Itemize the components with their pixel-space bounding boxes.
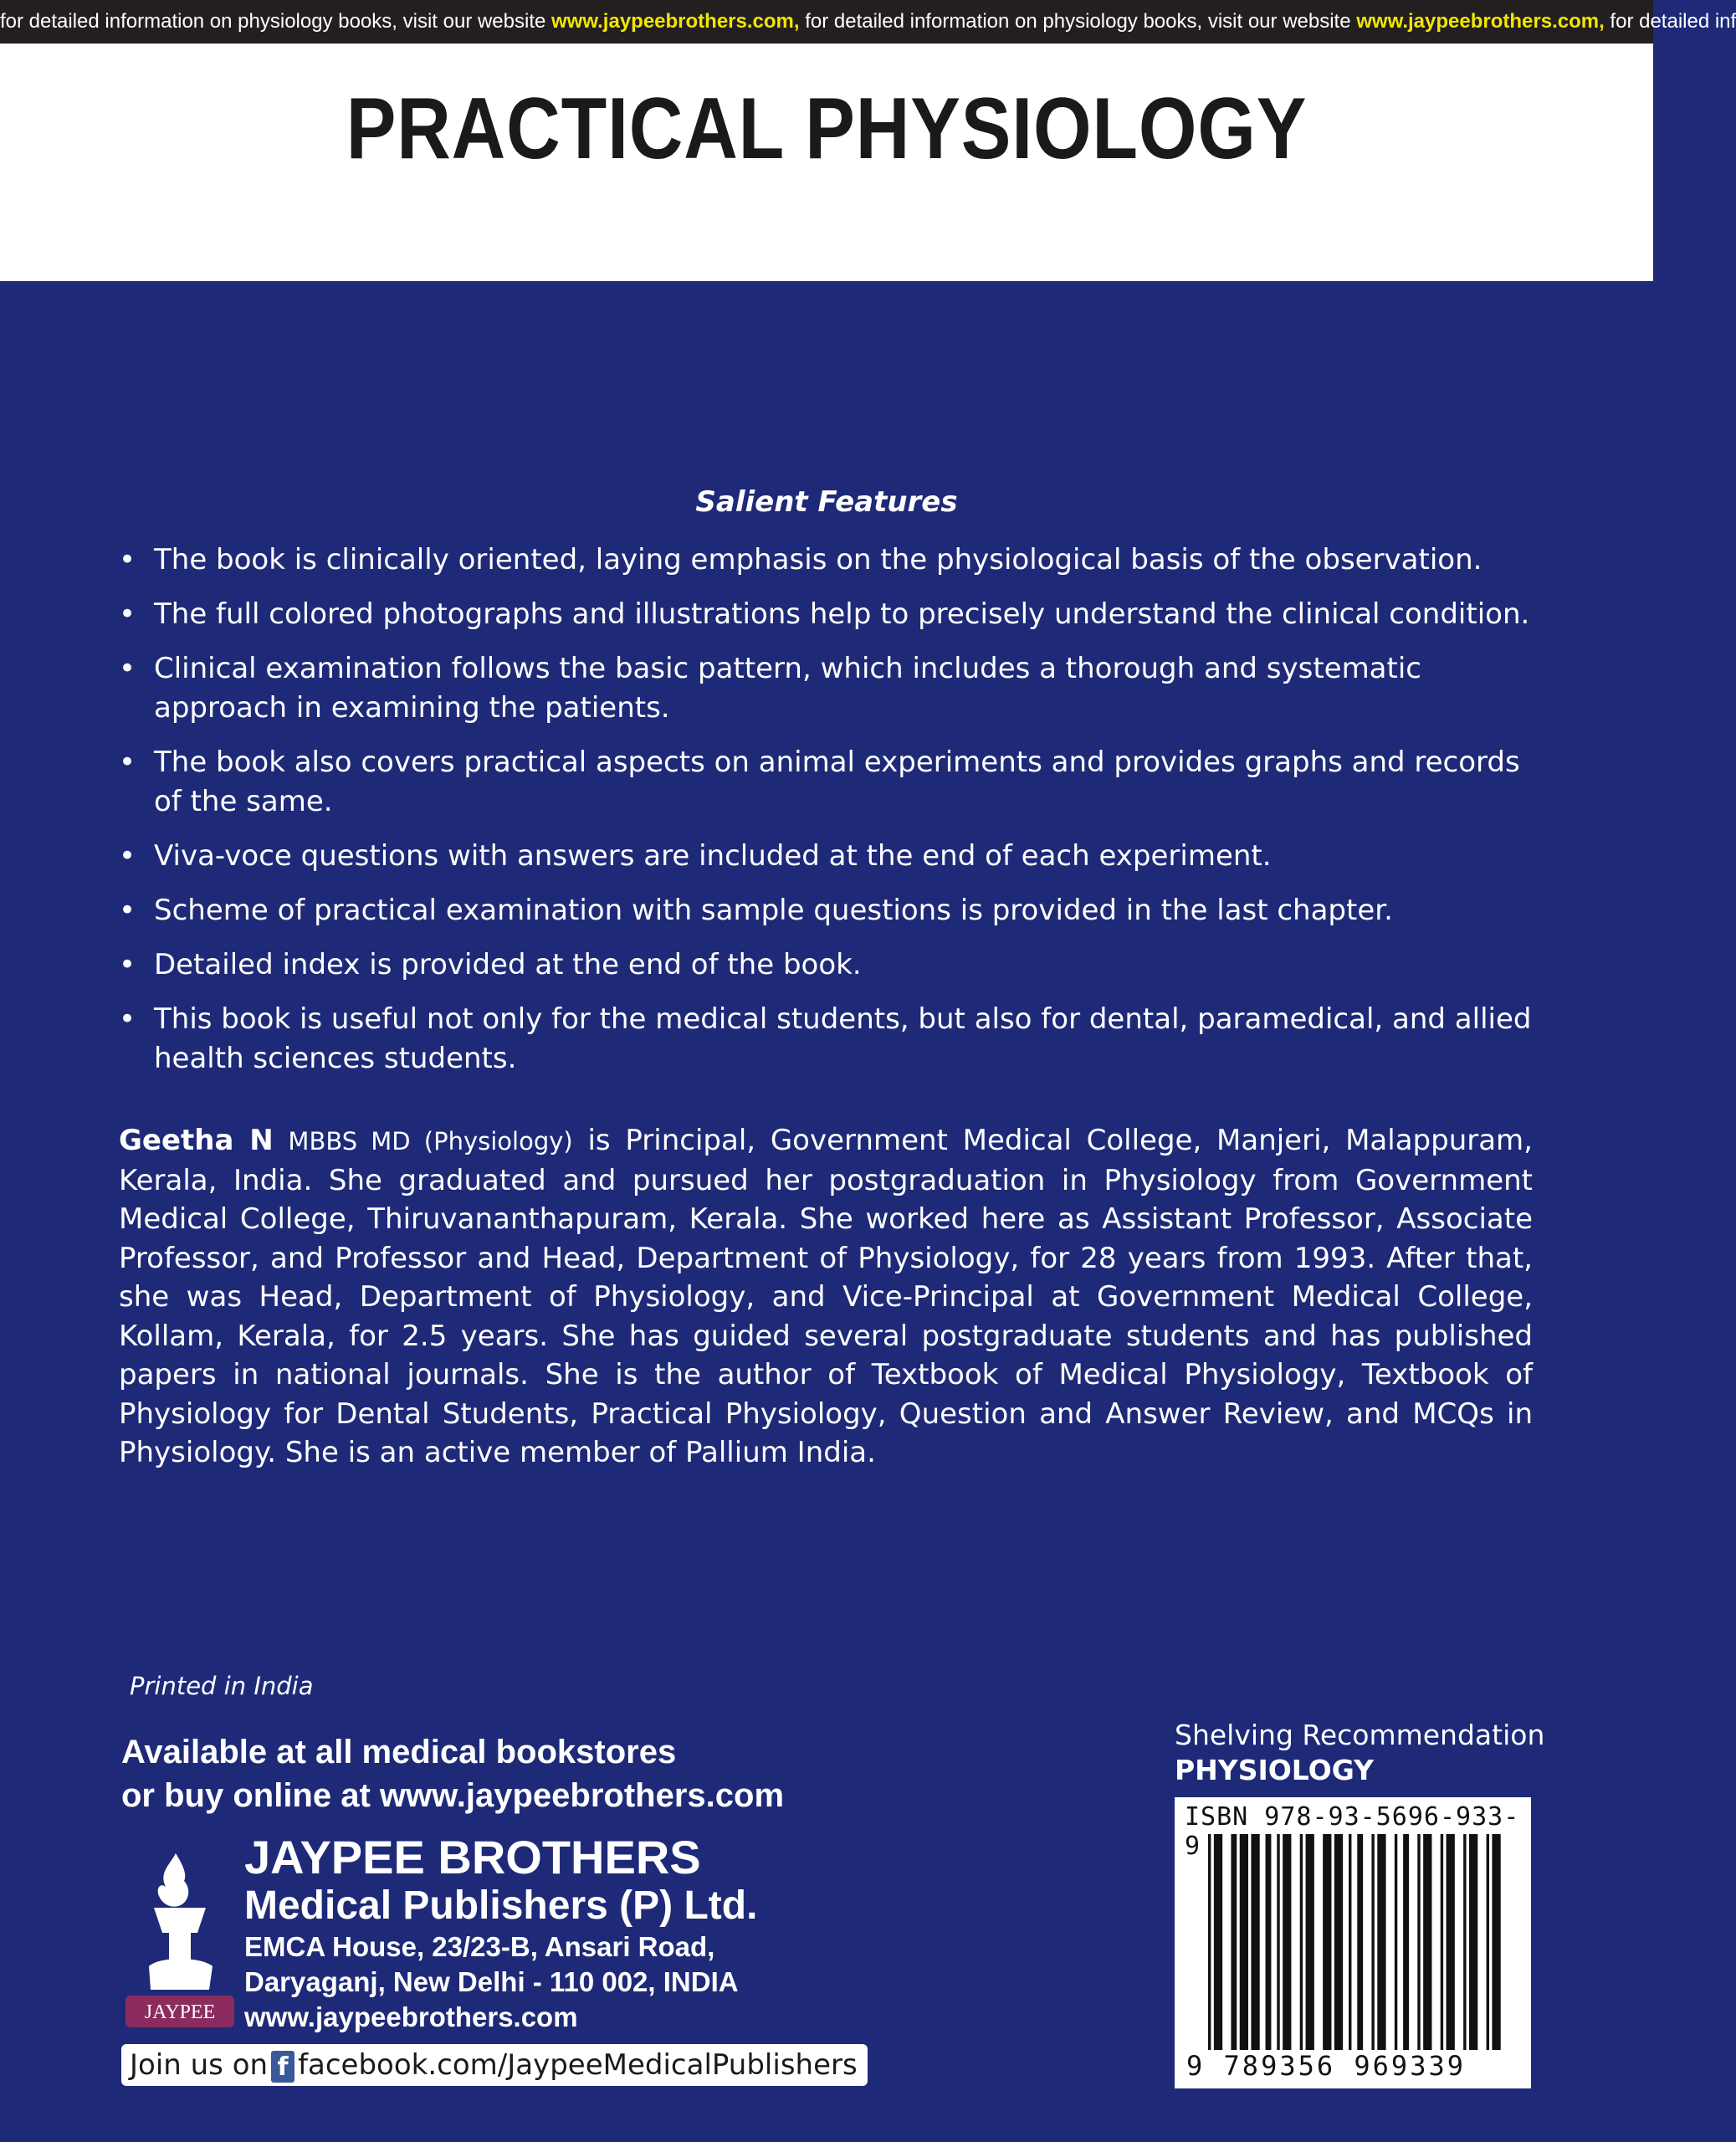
bullet-icon: • xyxy=(119,597,136,631)
feature-text: The book is clinically oriented, laying emphasis on the physiological basis of the observation. xyxy=(154,543,1483,576)
feature-item xyxy=(119,649,1533,728)
banner-text-1: for detailed information on physiology books, visit our website xyxy=(0,10,552,33)
barcode-bar xyxy=(1377,1834,1385,2050)
social-handle[interactable]: facebook.com/JaypeeMedicalPublishers xyxy=(298,2048,858,2082)
barcode-bar xyxy=(1283,1834,1291,2050)
barcode-bar xyxy=(1371,1834,1374,2050)
publisher-address xyxy=(244,1929,739,2035)
social-link-box[interactable] xyxy=(121,2044,868,2086)
logo-text: JAYPEE xyxy=(144,2001,216,2023)
banner-link-2[interactable]: www.jaypeebrothers.com, xyxy=(1356,10,1605,33)
feature-text: The book also covers practical aspects on animal experiments and provides graphs and records of the same. xyxy=(154,746,1520,818)
barcode-bar xyxy=(1306,1834,1314,2050)
bullet-icon: • xyxy=(119,894,136,927)
bullet-icon: • xyxy=(119,948,136,981)
bullet-icon: • xyxy=(119,1002,136,1036)
feature-text: Scheme of practical examination with sample questions is provided in the last chapter. xyxy=(154,894,1393,927)
feature-item xyxy=(119,541,1533,580)
barcode-bar xyxy=(1447,1834,1455,2050)
address-line-2: Daryaganj, New Delhi - 110 002, INDIA xyxy=(244,1966,739,1997)
facebook-icon: f xyxy=(271,2051,294,2083)
bullet-icon: • xyxy=(119,652,136,685)
torch-flame-icon xyxy=(158,1853,189,1907)
banner-text-2: for detailed information on physiology books, visit our website xyxy=(799,10,1357,33)
feature-text: The full colored photographs and illustrations help to precisely understand the clinical condition. xyxy=(154,597,1530,631)
torch-hand-icon xyxy=(149,1959,213,1990)
barcode-bar xyxy=(1251,1834,1259,2050)
barcode-bar xyxy=(1487,1834,1489,2050)
feature-item xyxy=(119,891,1533,930)
barcode-bar xyxy=(1441,1834,1443,2050)
barcode-bar xyxy=(1300,1834,1303,2050)
isbn-barcode xyxy=(1175,1797,1531,2088)
torch-cup-icon xyxy=(154,1908,206,1933)
barcode-bar xyxy=(1277,1834,1279,2050)
barcode-bars xyxy=(1208,1834,1509,2050)
barcode-bar xyxy=(1492,1834,1500,2050)
barcode-bar xyxy=(1403,1834,1409,2050)
feature-text: Clinical examination follows the basic pattern, which includes a thorough and systematic approach in examining the patients. xyxy=(154,652,1421,725)
feature-text: Detailed index is provided at the end of the book. xyxy=(154,948,862,981)
feature-item xyxy=(119,1000,1533,1079)
website-banner xyxy=(0,0,1736,44)
book-title: PRACTICAL PHYSIOLOGY xyxy=(346,80,1308,177)
feature-item xyxy=(119,743,1533,822)
barcode-bar xyxy=(1463,1834,1466,2050)
address-line-1: EMCA House, 23/23-B, Ansari Road, xyxy=(244,1931,715,1962)
barcode-bar xyxy=(1208,1834,1211,2050)
feature-text: This book is useful not only for the medical students, but also for dental, paramedical, and allied health sciences students. xyxy=(154,1002,1532,1075)
barcode-bar xyxy=(1231,1834,1237,2050)
barcode-bar xyxy=(1349,1834,1351,2050)
barcode-bar xyxy=(1469,1834,1477,2050)
jaypee-torch-logo xyxy=(125,1849,234,2029)
barcode-bar xyxy=(1240,1834,1248,2050)
feature-item xyxy=(119,595,1533,634)
availability-line-2: or buy online at www.jaypeebrothers.com xyxy=(121,1777,785,1814)
author-credentials: MBBS MD (Physiology) xyxy=(288,1127,573,1156)
shelving-label: Shelving Recommendation xyxy=(1175,1719,1545,1751)
barcode-bar xyxy=(1334,1834,1343,2050)
author-bio xyxy=(119,1121,1533,1473)
feature-item xyxy=(119,837,1533,876)
barcode-bar xyxy=(1395,1834,1397,2050)
features-list xyxy=(119,541,1533,1094)
social-prefix: Join us on xyxy=(130,2048,269,2082)
printed-note: Printed in India xyxy=(130,1672,314,1700)
barcode-bar xyxy=(1266,1834,1272,2050)
features-heading: Salient Features xyxy=(695,485,958,519)
barcode-bar xyxy=(1214,1834,1222,2050)
barcode-bar xyxy=(1423,1834,1431,2050)
banner-text-3: for detailed inf xyxy=(1604,10,1736,33)
availability-note xyxy=(121,1730,784,1817)
barcode-bar xyxy=(1357,1834,1363,2050)
publisher-website[interactable]: www.jaypeebrothers.com xyxy=(244,2001,578,2032)
feature-item xyxy=(119,945,1533,985)
barcode-digits: 9 789356 969339 xyxy=(1186,2050,1466,2082)
bullet-icon: • xyxy=(119,839,136,873)
publisher-name: JAYPEE BROTHERS xyxy=(244,1831,701,1883)
shelving-value: PHYSIOLOGY xyxy=(1175,1754,1374,1786)
bullet-icon: • xyxy=(119,746,136,779)
feature-text: Viva-voce questions with answers are included at the end of each experiment. xyxy=(154,839,1272,873)
publisher-subname: Medical Publishers (P) Ltd. xyxy=(244,1883,758,1928)
author-name: Geetha N xyxy=(119,1124,274,1157)
bullet-icon: • xyxy=(119,543,136,576)
availability-line-1: Available at all medical bookstores xyxy=(121,1734,677,1770)
banner-link-1[interactable]: www.jaypeebrothers.com, xyxy=(551,10,800,33)
barcode-bar xyxy=(1417,1834,1420,2050)
author-bio-text: is Principal, Government Medical College, Manjeri, Malappuram, Kerala, India. She graduated and pursued her postgraduation in Physiology from Government Medical College, Thiruvananthapuram, Kerala. She worked here as Assistant Professor, Associate Professor, and Professor and Head, Department of Physiology, for 28 years from 1993. After that, she was Head, Department of Physiology, and Vice-Principal at Government Medical College, Kollam, Kerala, for 2.5 years. She has guided several postgraduate students and has published papers in national journals. She is the author of Textbook of Medical Physiology, Textbook of Physiology for Dental Students, Practical Physiology, Question and Answer Review, and MCQs in Physiology. She is an active member of Pallium India. xyxy=(119,1124,1533,1469)
barcode-bar xyxy=(1323,1834,1331,2050)
isbn-text: ISBN 978-93-5696-933-9 xyxy=(1185,1802,1520,1861)
